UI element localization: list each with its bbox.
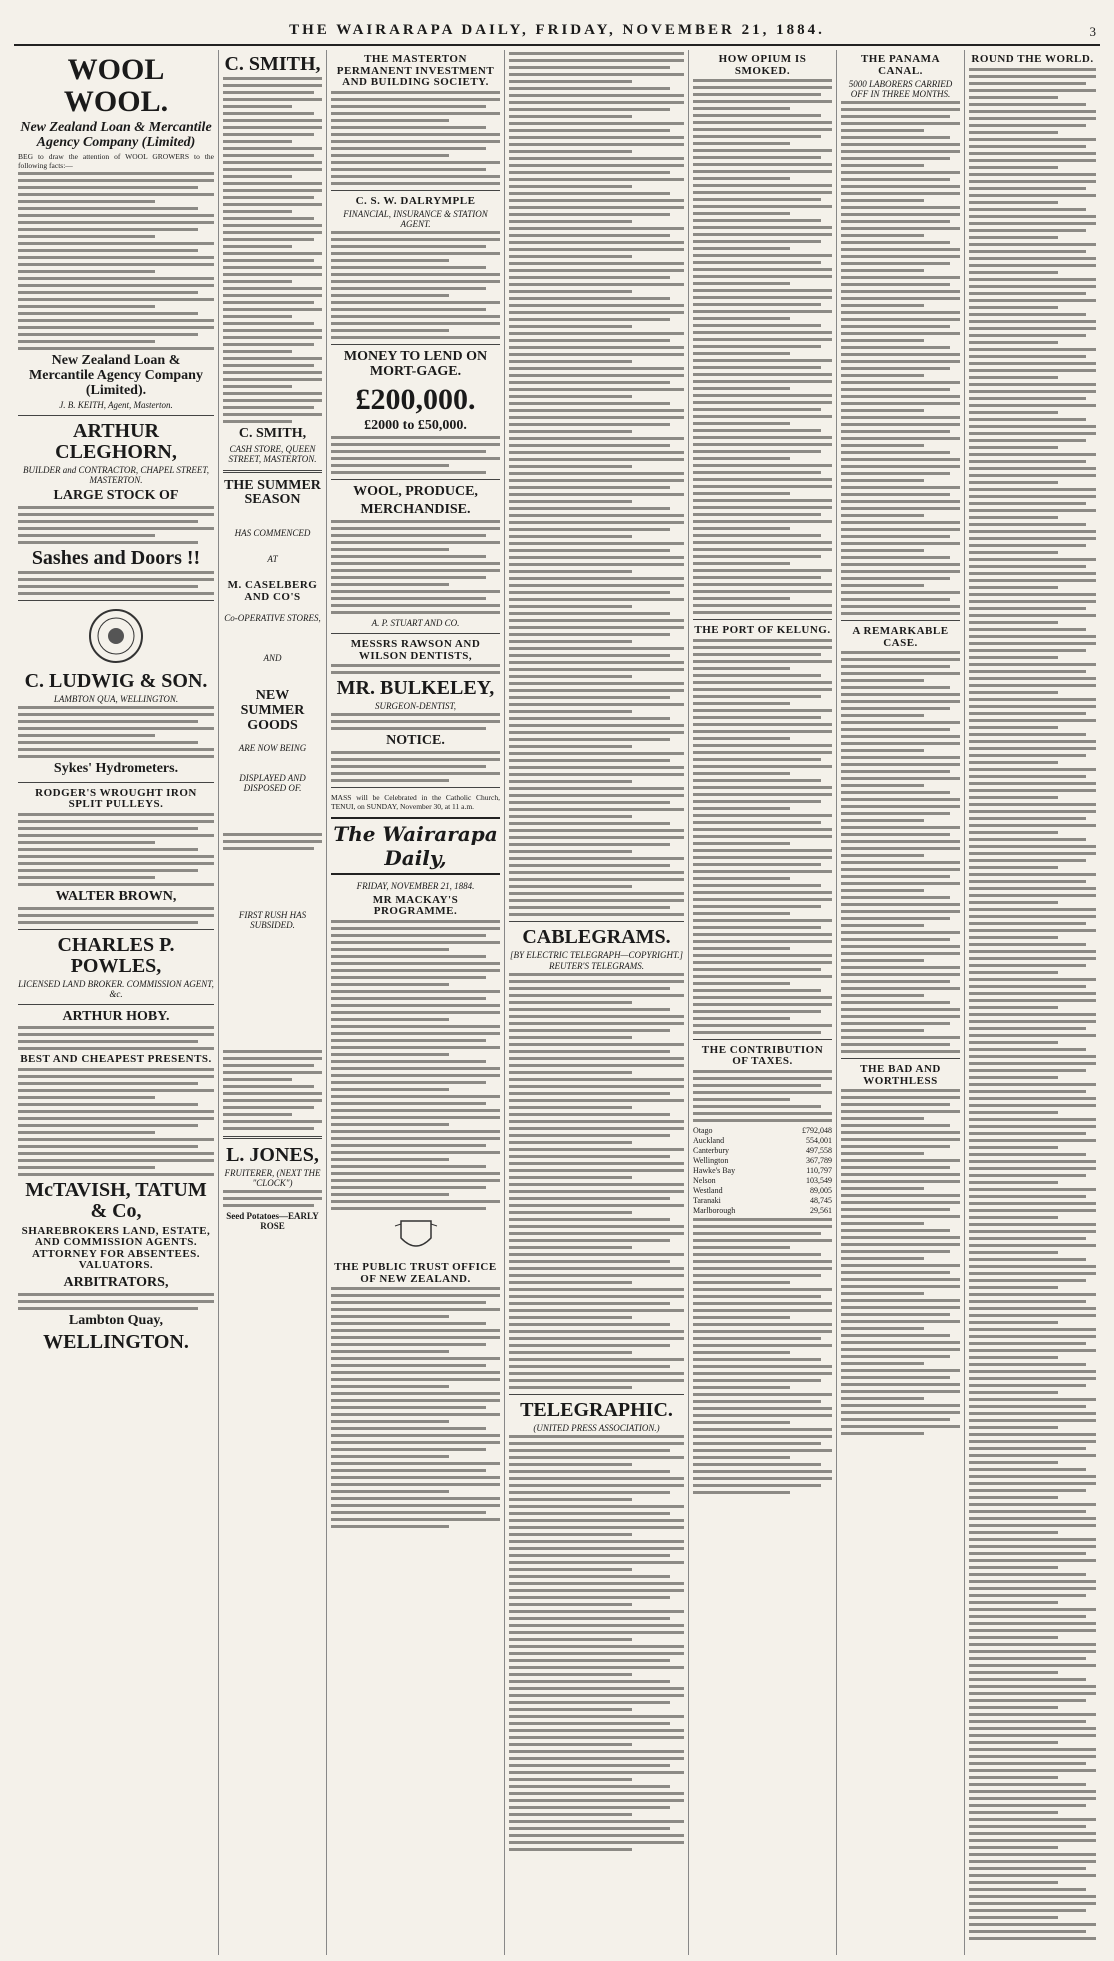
- notice-heading: NOTICE.: [386, 733, 445, 749]
- bad-worthless-heading: THE BAD AND WORTHLESS: [860, 1063, 941, 1087]
- rawson-body: [331, 664, 500, 674]
- notice-body: [331, 751, 500, 782]
- bulkeley-heading: MR. BULKELEY,: [336, 677, 495, 700]
- at-label: AT: [267, 554, 278, 565]
- taxes-heading: THE CONTRIBUTION OF TAXES.: [701, 1043, 824, 1068]
- lambton-quay: Lambton Quay,: [68, 1312, 164, 1328]
- caselberg-heading: M. CASELBERG AND CO'S: [227, 579, 318, 603]
- ludwig-address: LAMBTON QUA, WELLINGTON.: [53, 694, 179, 705]
- tax-amount: 367,789: [806, 1155, 832, 1165]
- jones-heading: L. JONES,: [226, 1144, 319, 1167]
- tax-row: [693, 1136, 832, 1146]
- tax-province: Otago: [693, 1125, 713, 1135]
- wool-produce: WOOL, PRODUCE,: [353, 483, 478, 499]
- displayed-disposed: DISPLAYED AND DISPOSED OF.: [239, 773, 306, 794]
- walter-brown-heading: WALTER BROWN,: [55, 888, 177, 904]
- column-5: [688, 50, 836, 1955]
- merchandise: MERCHANDISE.: [360, 502, 471, 518]
- tax-province: Nelson: [693, 1175, 716, 1185]
- tax-table: [693, 1126, 832, 1216]
- cleghorn-heading: ARTHUR CLEGHORN,: [55, 420, 177, 464]
- mackay-heading: MR MACKAY'S PROGRAMME.: [372, 893, 459, 918]
- telegraphic-body: [509, 1435, 684, 1851]
- column-3: [326, 50, 504, 1955]
- arthur-hoby-heading: ARTHUR HOBY.: [62, 1008, 170, 1024]
- panama-heading: THE PANAMA CANAL.: [860, 53, 941, 77]
- tax-province: Auckland: [693, 1135, 725, 1145]
- wellington-heading: WELLINGTON.: [43, 1331, 189, 1354]
- surgeon-dentist: SURGEON-DENTIST,: [374, 701, 457, 712]
- permanent-society-heading: THE MASTERTON PERMANENT INVESTMENT AND BUILDING SOCIETY.: [336, 53, 495, 89]
- nz-loan-text: BEG to draw the attention of WOOL GROWERS to the following facts:—: [18, 152, 214, 171]
- tax-amount: 89,005: [810, 1185, 832, 1195]
- best-prices-body: [18, 1068, 214, 1176]
- arbitrators-body: [18, 1293, 214, 1310]
- tax-amount: £792,048: [802, 1125, 832, 1135]
- fruiterer: FRUITERER, (NEXT THE "CLOCK"): [224, 1168, 321, 1189]
- page-number: 3: [1089, 24, 1096, 39]
- dalrymple-subtitle: FINANCIAL, INSURANCE & STATION AGENT.: [343, 209, 488, 230]
- round-world-body: [969, 68, 1096, 1940]
- rawson-heading: MESSRS RAWSON AND WILSON DENTISTS,: [350, 638, 481, 662]
- tax-amount: 48,745: [810, 1195, 832, 1205]
- walter-brown-body: [18, 907, 214, 924]
- press-association: (UNITED PRESS ASSOCIATION.): [533, 1423, 660, 1433]
- tax-province: Marlborough: [693, 1205, 736, 1215]
- tax-amount: 29,561: [810, 1205, 832, 1215]
- loan-company-name: New Zealand Loan & Mercantile Agency Company (Limited).: [29, 353, 203, 398]
- opium-heading: HOW OPIUM IS SMOKED.: [718, 53, 807, 77]
- tax-province: Hawke's Bay: [693, 1165, 736, 1175]
- arbitrators-heading: ARBITRATORS,: [63, 1275, 169, 1291]
- large-stock-heading: LARGE STOCK OF: [53, 488, 179, 504]
- reuter-heading: REUTER'S TELEGRAMS.: [549, 961, 644, 971]
- first-rush: FIRST RUSH HAS SUBSIDED.: [238, 910, 307, 931]
- stuart-signature: A. P. STUART AND CO.: [371, 618, 460, 629]
- tax-amount: 103,549: [806, 1175, 832, 1185]
- money-to-lend: MONEY TO LEND ON MORT-GAGE.: [343, 349, 488, 379]
- rodger-body: [18, 813, 214, 886]
- column-4: [504, 50, 688, 1955]
- ludwig-seal-icon: [87, 607, 145, 665]
- tax-province: Canterbury: [693, 1145, 729, 1155]
- tax-province: Taranaki: [693, 1195, 721, 1205]
- smith-heading: C. SMITH,: [224, 53, 321, 75]
- masthead-title: THE WAIRARAPA DAILY, FRIDAY, NOVEMBER 21, 1884.: [289, 22, 825, 38]
- paper-title: The Wairarapa Daily,: [331, 817, 500, 875]
- dalrymple-heading: C. S. W. DALRYMPLE: [355, 194, 476, 207]
- bulkeley-body: [331, 713, 500, 730]
- jones-body: [223, 1190, 322, 1207]
- and-label: AND: [263, 653, 282, 664]
- tax-province: Westland: [693, 1185, 723, 1195]
- mackay-body: [331, 920, 500, 1210]
- tax-row: [693, 1126, 832, 1136]
- powles-subtitle: LICENSED LAND BROKER. COMMISSION AGENT, &c.: [18, 978, 214, 999]
- tax-row: [693, 1146, 832, 1156]
- column-7: [964, 50, 1100, 1955]
- tax-amount: 497,558: [806, 1145, 832, 1155]
- ludwig-body: [18, 706, 214, 758]
- smith-heading-2: C. SMITH,: [238, 426, 307, 441]
- masthead: [14, 10, 1100, 46]
- summer-body: [223, 833, 322, 850]
- trust-heading: THE PUBLIC TRUST OFFICE OF NEW ZEALAND.: [334, 1261, 497, 1285]
- kelung-body: [693, 639, 832, 1034]
- paper-date: FRIDAY, NOVEMBER 21, 1884.: [356, 880, 475, 891]
- amount-heading: £200,000.: [355, 382, 476, 416]
- taxes-intro: [693, 1070, 832, 1122]
- ludwig-heading: C. LUDWIG & SON.: [24, 670, 208, 693]
- tax-row: [693, 1156, 832, 1166]
- seed-potatoes: Seed Potatoes—EARLY ROSE: [226, 1211, 319, 1232]
- tax-row: [693, 1166, 832, 1176]
- new-summer-goods: NEW SUMMER GOODS: [240, 688, 305, 733]
- sharebrokers-heading: SHAREBROKERS LAND, ESTATE, AND COMMISSION AGENTS. ATTORNEY FOR ABSENTEES. VALUATORS.: [21, 1224, 211, 1272]
- best-prices-heading: BEST AND CHEAPEST PRESENTS.: [20, 1053, 212, 1066]
- panama-subtitle: 5000 LABORERS CARRIED OFF IN THREE MONTHS.: [848, 79, 953, 100]
- permanent-society-body: [331, 91, 500, 185]
- panama-body: [841, 101, 960, 615]
- smith-subtitle: CASH STORE, QUEEN STREET, MASTERTON.: [228, 443, 317, 464]
- column-2: [218, 50, 326, 1955]
- round-world-heading: ROUND THE WORLD.: [971, 53, 1094, 65]
- loan-agent-signature: J. B. KEITH, Agent, Masterton.: [59, 400, 173, 411]
- bad-worthless-body: [841, 1089, 960, 1435]
- merchandise-body: [331, 520, 500, 614]
- tax-province: Wellington: [693, 1155, 729, 1165]
- remarkable-heading: A REMARKABLE CASE.: [852, 625, 949, 649]
- trust-body: [331, 1287, 500, 1528]
- wool-heading: WOOL WOOL.: [63, 53, 169, 118]
- wool-ad-body: [18, 172, 214, 350]
- tax-row: [693, 1176, 832, 1186]
- cleghorn-body: [18, 506, 214, 544]
- copyright-note: [BY ELECTRIC TELEGRAPH—COPYRIGHT.]: [509, 950, 684, 960]
- sashes-body: [18, 571, 214, 595]
- sashes-heading: Sashes and Doors !!: [31, 547, 201, 570]
- taxes-body: [693, 1218, 832, 1494]
- dalrymple-body: [331, 231, 500, 339]
- smith-body: [223, 77, 322, 423]
- summer-season-heading: THE SUMMER SEASON: [224, 477, 321, 508]
- tax-amount: 554,001: [806, 1135, 832, 1145]
- hoby-body: [18, 1026, 214, 1050]
- tax-row: [693, 1186, 832, 1196]
- cleghorn-subtitle: BUILDER and CONTRACTOR, CHAPEL STREET, MASTERTON.: [22, 465, 210, 486]
- cablegrams-heading: CABLEGRAMS.: [522, 926, 671, 948]
- tax-amount: 110,797: [806, 1165, 832, 1175]
- now-being: ARE NOW BEING: [238, 743, 307, 754]
- column-1: [14, 50, 218, 1955]
- money-body: [331, 436, 500, 474]
- news-body-top: [509, 52, 684, 916]
- nz-loan-agency: New Zealand Loan & Mercantile Agency Company (Limited): [20, 120, 212, 150]
- mass-notice: MASS will be Celebrated in the Catholic Church, TENUI, on SUNDAY, November 30, at 11 a.m.: [331, 792, 500, 811]
- has-commenced: HAS COMMENCED: [234, 528, 311, 539]
- coat-of-arms-icon: [391, 1216, 441, 1256]
- summer-tail: [223, 1050, 322, 1130]
- column-6: [836, 50, 964, 1955]
- amount-range: £2000 to £50,000.: [364, 418, 467, 434]
- tax-row: [693, 1196, 832, 1206]
- rodger-heading: RODGER'S WROUGHT IRON SPLIT PULLEYS.: [35, 786, 197, 811]
- opium-body: [693, 79, 832, 614]
- kelung-heading: THE PORT OF KELUNG.: [694, 624, 831, 637]
- telegraphic-heading: TELEGRAPHIC.: [520, 1399, 673, 1421]
- sykes-heading: Sykes' Hydrometers.: [53, 761, 179, 777]
- tax-row: [693, 1206, 832, 1216]
- remarkable-body: [841, 651, 960, 1053]
- powles-heading: CHARLES P. POWLES,: [57, 933, 175, 977]
- coop-stores: Co-OPERATIVE STORES,: [224, 613, 321, 624]
- mctavish-heading: McTAVISH, TATUM & Co,: [25, 1178, 207, 1222]
- cablegrams-body: [509, 973, 684, 1389]
